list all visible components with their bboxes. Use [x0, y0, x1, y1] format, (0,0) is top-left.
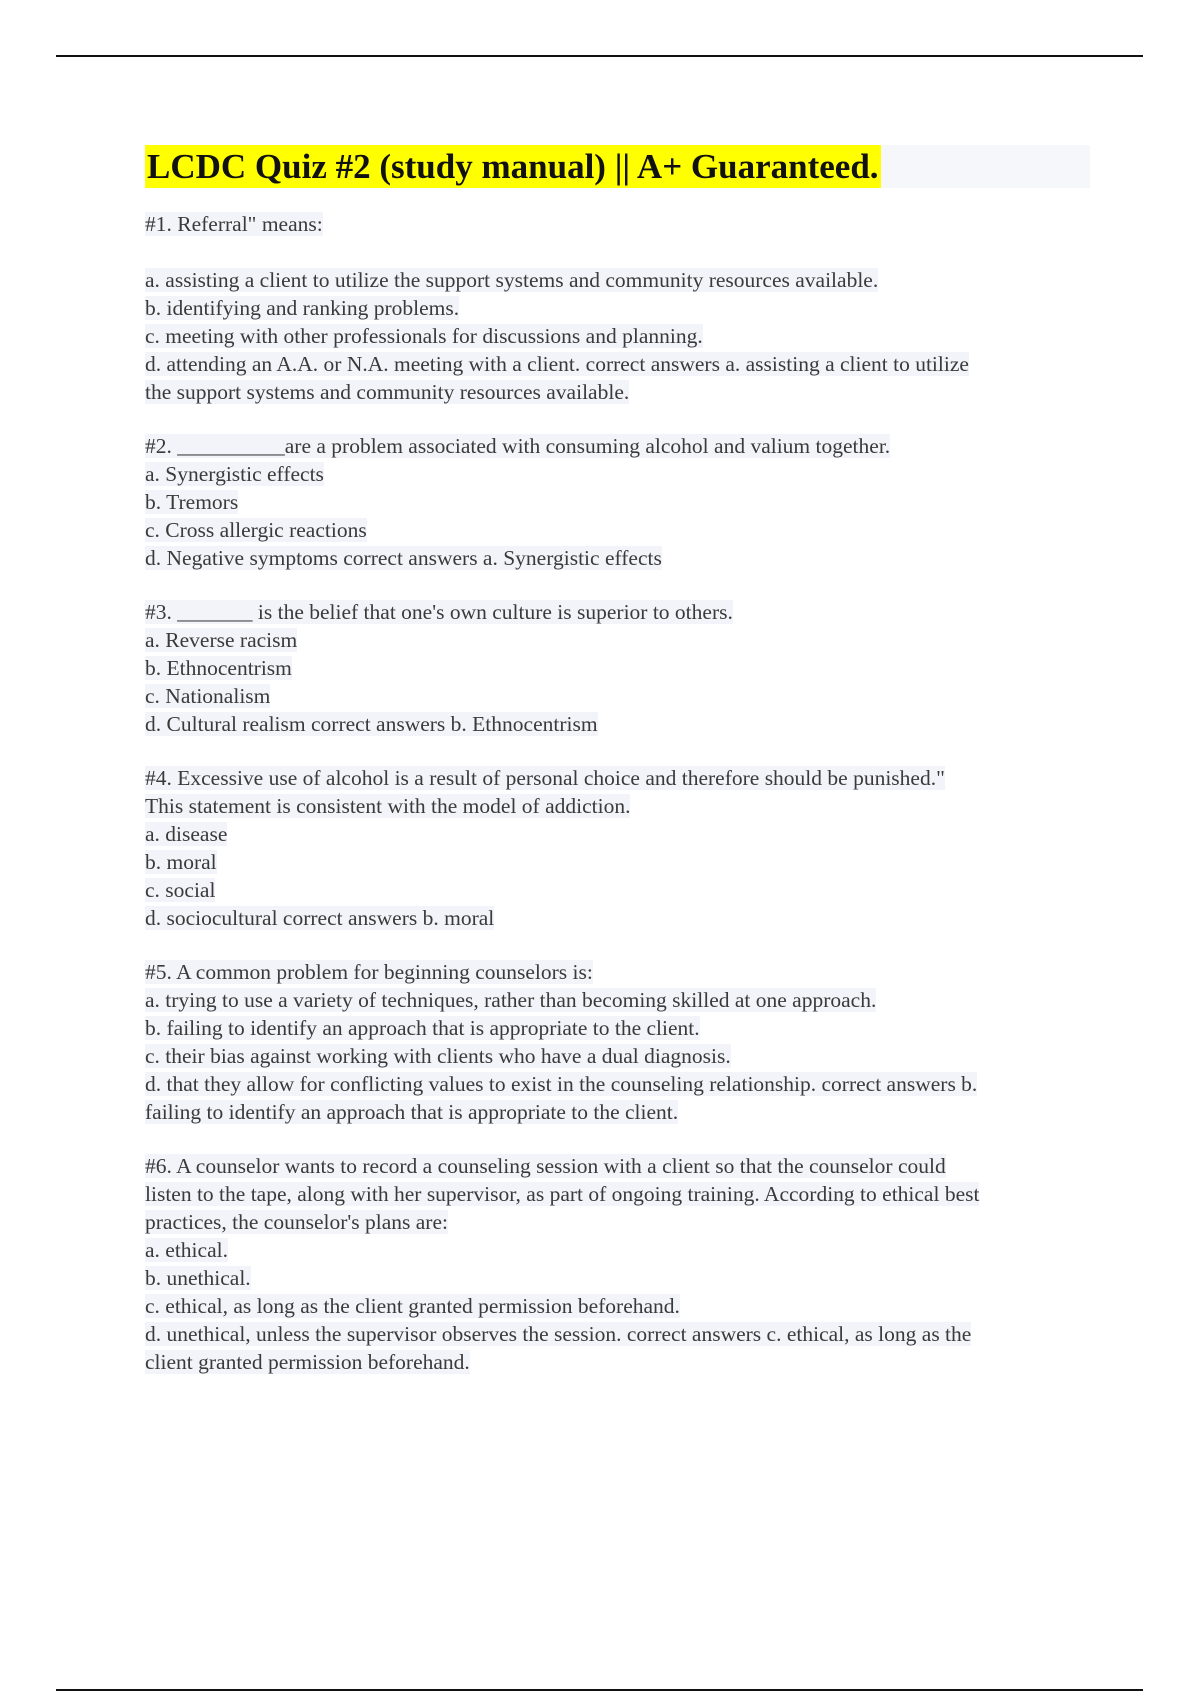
answer-option-text: b. Ethnocentrism	[145, 656, 292, 680]
answer-option-text: d. sociocultural correct answers b. moral	[145, 906, 495, 930]
question-stem-text: This statement is consistent with the model of addiction.	[145, 794, 631, 818]
answer-option-text: the support systems and community resources available.	[145, 380, 630, 404]
answer-option-line	[145, 294, 1090, 322]
answer-option-text: b. unethical.	[145, 1266, 251, 1290]
question-block	[145, 598, 1090, 738]
question-stem-line	[145, 210, 1090, 238]
document-body	[145, 145, 1090, 1402]
question-stem-line	[145, 598, 1090, 626]
spacer	[145, 238, 1090, 266]
answer-option-line	[145, 654, 1090, 682]
answer-option-line	[145, 986, 1090, 1014]
answer-option-line	[145, 322, 1090, 350]
question-block	[145, 1152, 1090, 1376]
answer-option-text: a. Synergistic effects	[145, 462, 324, 486]
answer-option-line	[145, 1292, 1090, 1320]
answer-option-text: c. Cross allergic reactions	[145, 518, 367, 542]
answer-option-line	[145, 876, 1090, 904]
document-title: LCDC Quiz #2 (study manual) || A+ Guaranteed.	[147, 147, 879, 186]
answer-option-text: a. disease	[145, 822, 228, 846]
answer-option-line	[145, 544, 1090, 572]
answer-option-line	[145, 266, 1090, 294]
question-stem-text: #6. A counselor wants to record a counseling session with a client so that the counselor could	[145, 1154, 946, 1178]
answer-option-line	[145, 1098, 1090, 1126]
question-block	[145, 432, 1090, 572]
question-list	[145, 210, 1090, 1376]
answer-option-text: d. unethical, unless the supervisor observes the session. correct answers c. ethical, as long as the	[145, 1322, 972, 1346]
answer-option-text: b. Tremors	[145, 490, 239, 514]
answer-option-line	[145, 460, 1090, 488]
answer-option-line	[145, 1070, 1090, 1098]
answer-option-line	[145, 820, 1090, 848]
answer-option-text: a. Reverse racism	[145, 628, 298, 652]
question-stem-text: #1. Referral" means:	[145, 212, 323, 236]
answer-option-text: b. failing to identify an approach that is appropriate to the client.	[145, 1016, 700, 1040]
answer-option-line	[145, 350, 1090, 378]
question-stem-text: #5. A common problem for beginning counselors is:	[145, 960, 593, 984]
answer-option-line	[145, 488, 1090, 516]
question-stem-line	[145, 1180, 1090, 1208]
answer-option-text: c. Nationalism	[145, 684, 271, 708]
answer-option-line	[145, 1014, 1090, 1042]
answer-option-line	[145, 1236, 1090, 1264]
answer-option-text: a. ethical.	[145, 1238, 228, 1262]
answer-option-text: a. trying to use a variety of techniques, rather than becoming skilled at one approach.	[145, 988, 877, 1012]
answer-option-line	[145, 1348, 1090, 1376]
answer-option-text: client granted permission beforehand.	[145, 1350, 470, 1374]
question-stem-line	[145, 958, 1090, 986]
answer-option-line	[145, 682, 1090, 710]
answer-option-line	[145, 516, 1090, 544]
answer-option-text: d. Negative symptoms correct answers a. Synergistic effects	[145, 546, 662, 570]
question-stem-text: listen to the tape, along with her supervisor, as part of ongoing training. According to ethical best	[145, 1182, 980, 1206]
answer-option-text: c. ethical, as long as the client granted permission beforehand.	[145, 1294, 680, 1318]
answer-option-line	[145, 378, 1090, 406]
answer-option-line	[145, 710, 1090, 738]
answer-option-line	[145, 1264, 1090, 1292]
answer-option-line	[145, 626, 1090, 654]
answer-option-line	[145, 904, 1090, 932]
answer-option-text: failing to identify an approach that is appropriate to the client.	[145, 1100, 679, 1124]
question-stem-line	[145, 792, 1090, 820]
question-stem-line	[145, 1208, 1090, 1236]
question-stem-text: #4. Excessive use of alcohol is a result of personal choice and therefore should be punished."	[145, 766, 945, 790]
answer-option-text: d. Cultural realism correct answers b. Ethnocentrism	[145, 712, 598, 736]
answer-option-text: c. meeting with other professionals for discussions and planning.	[145, 324, 703, 348]
answer-option-text: d. attending an A.A. or N.A. meeting with a client. correct answers a. assisting a client to utilize	[145, 352, 969, 376]
question-block	[145, 958, 1090, 1126]
question-stem-text: #3. _______ is the belief that one's own culture is superior to others.	[145, 600, 733, 624]
question-block	[145, 210, 1090, 406]
top-rule	[56, 55, 1143, 57]
question-stem-line	[145, 1152, 1090, 1180]
title-band	[145, 145, 1090, 188]
bottom-rule	[56, 1689, 1143, 1691]
question-stem-text: practices, the counselor's plans are:	[145, 1210, 448, 1234]
answer-option-text: a. assisting a client to utilize the support systems and community resources available.	[145, 268, 879, 292]
question-stem-line	[145, 432, 1090, 460]
answer-option-text: b. identifying and ranking problems.	[145, 296, 460, 320]
answer-option-text: d. that they allow for conflicting values to exist in the counseling relationship. correct answers b.	[145, 1072, 978, 1096]
answer-option-text: c. their bias against working with clients who have a dual diagnosis.	[145, 1044, 731, 1068]
question-stem-text: #2. __________are a problem associated with consuming alcohol and valium together.	[145, 434, 891, 458]
answer-option-line	[145, 1042, 1090, 1070]
question-stem-line	[145, 764, 1090, 792]
answer-option-text: c. social	[145, 878, 216, 902]
answer-option-line	[145, 848, 1090, 876]
answer-option-line	[145, 1320, 1090, 1348]
answer-option-text: b. moral	[145, 850, 217, 874]
question-block	[145, 764, 1090, 932]
